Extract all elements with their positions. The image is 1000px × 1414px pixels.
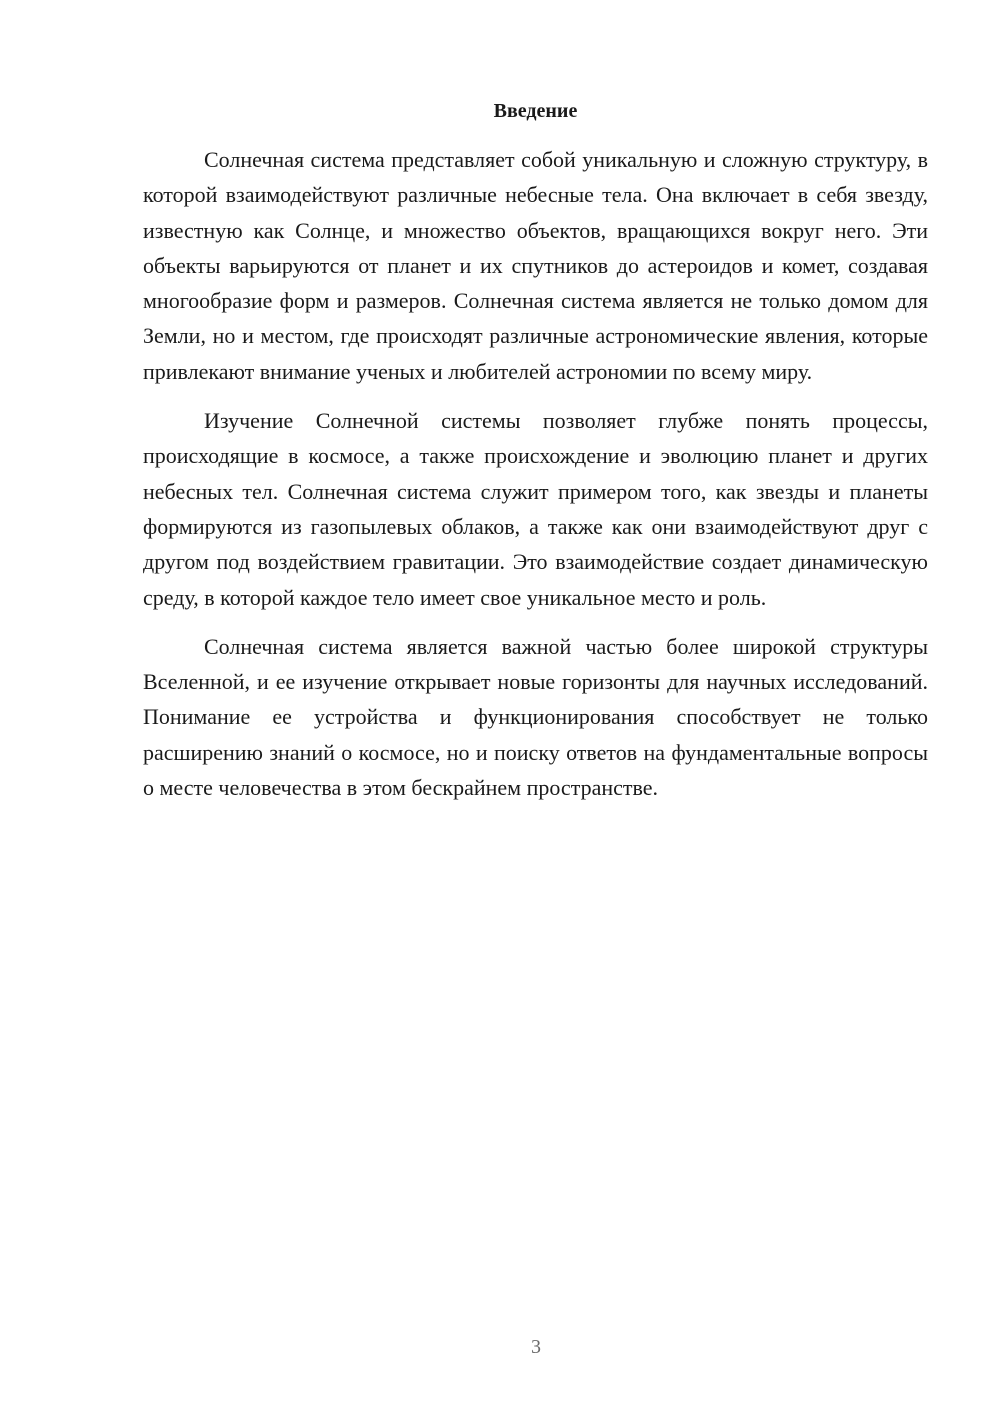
paragraph-2: Изучение Солнечной системы позволяет глубже понять процессы, происходящие в космосе, а также происхождение и эволюцию планет и других небесных тел. Солнечная система служит примером того, как звезды и планеты формируются из газопылевых облаков, а также как они взаимодействуют друг с другом под воздействием гравитации. Это взаимодействие создает динамическую среду, в которой каждое тело имеет свое уникальное место и роль. (143, 408, 928, 610)
body-text (143, 142, 928, 819)
page-number: 3 (531, 1336, 541, 1358)
paragraph-3: Солнечная система является важной частью более широкой структуры Вселенной, и ее изучение открывает новые горизонты для научных исследований. Понимание ее устройства и функционирования способствует не только расширению знаний о космосе, но и поиску ответов на фундаментальные вопросы о месте человечества в этом бескрайнем пространстве. (143, 633, 928, 801)
paragraph-1: Солнечная система представляет собой уникальную и сложную структуру, в которой взаимодействуют различные небесные тела. Она включает в себя звезду, известную как Солнце, и множество объектов, вращающихся вокруг него. Эти объекты варьируются от планет и их спутников до астероидов и комет, создавая многообразие форм и размеров. Солнечная система является не только домом для Земли, но и местом, где происходят различные астрономические явления, которые привлекают внимание ученых и любителей астрономии по всему миру. (143, 147, 928, 384)
section-heading: Введение (493, 100, 578, 122)
